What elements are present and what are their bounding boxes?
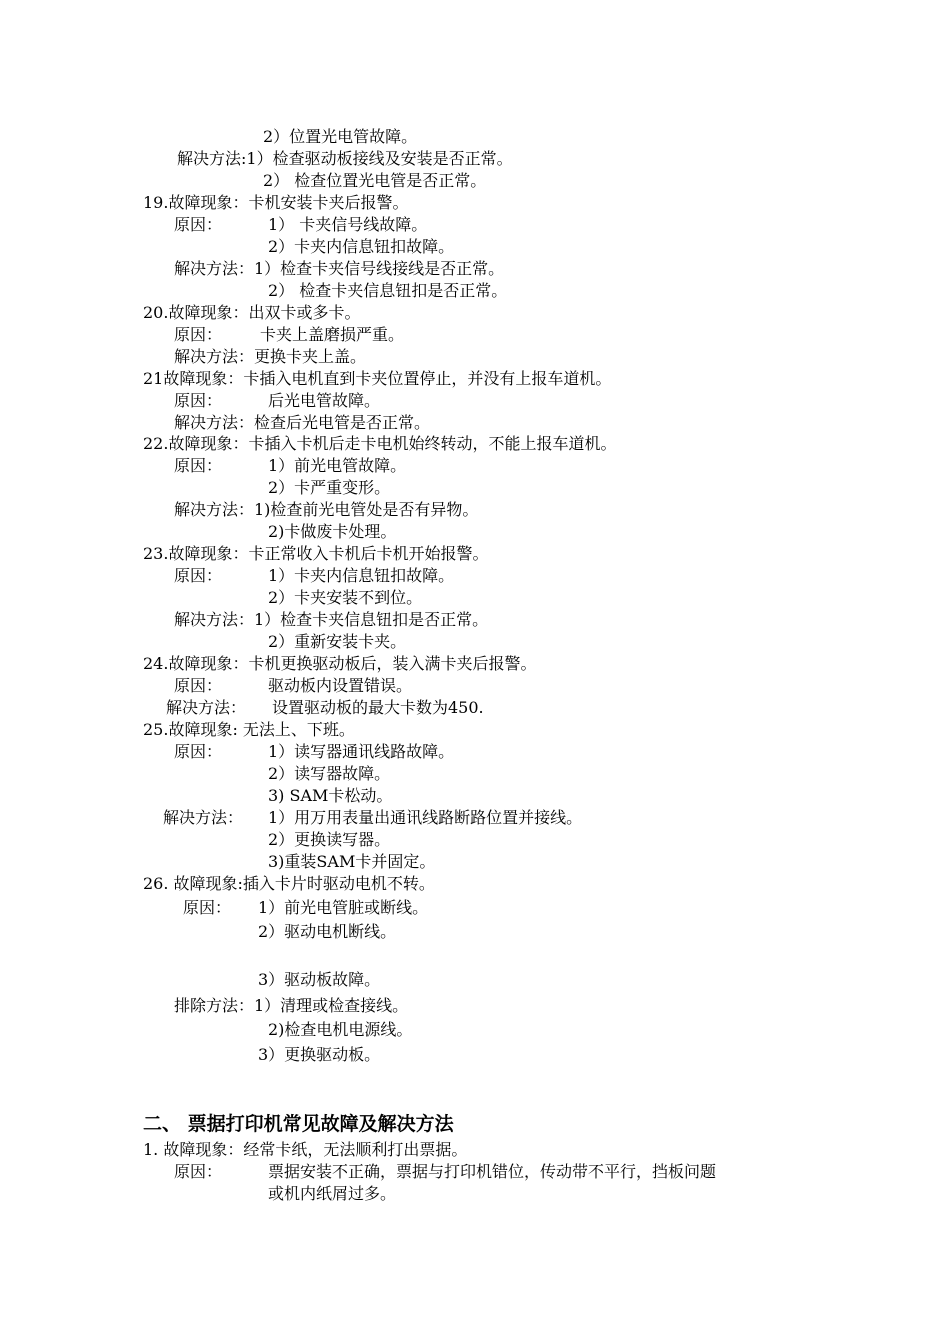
- section-heading: 二、 票据打印机常见故障及解决方法: [143, 1113, 454, 1135]
- text-line: 2）位置光电管故障。: [263, 127, 418, 146]
- text-line: 或机内纸屑过多。: [268, 1184, 397, 1203]
- text-line: 解决方法：1）检查卡夹信号线接线是否正常。: [174, 259, 505, 278]
- text-line: 2）重新安装卡夹。: [268, 632, 407, 651]
- text-line: 22.故障现象：卡插入卡机后走卡电机始终转动，不能上报车道机。: [143, 434, 617, 453]
- text-line: 24.故障现象：卡机更换驱动板后，装入满卡夹后报警。: [143, 654, 537, 673]
- text-line: 19.故障现象：卡机安装卡夹后报警。: [143, 193, 409, 212]
- text-line: 25.故障现象: 无法上、下班。: [143, 720, 355, 739]
- text-line: 解决方法:1）检查驱动板接线及安装是否正常。: [177, 149, 513, 168]
- text-line: 原因：: [174, 215, 223, 234]
- text-line: 原因：: [174, 676, 223, 695]
- text-line: 解决方法：: [166, 698, 247, 717]
- text-line: 26. 故障现象:插入卡片时驱动电机不转。: [143, 874, 435, 893]
- text-line: 1. 故障现象：经常卡纸，无法顺利打出票据。: [143, 1140, 468, 1159]
- text-line: 1）前光电管故障。: [268, 456, 407, 475]
- text-line: 票据安装不正确，票据与打印机错位，传动带不平行，挡板问题: [268, 1162, 717, 1181]
- text-line: 解决方法：1）检查卡夹信息钮扣是否正常。: [174, 610, 489, 629]
- text-line: 1）前光电管脏或断线。: [258, 898, 429, 917]
- text-line: 3）驱动板故障。: [258, 970, 381, 989]
- text-line: 3)重装SAM卡并固定。: [268, 852, 436, 871]
- text-line: 后光电管故障。: [268, 391, 381, 410]
- text-line: 2)卡做废卡处理。: [268, 522, 397, 541]
- text-line: 1）用万用表量出通讯线路断路位置并接线。: [268, 808, 583, 827]
- text-line: 2）卡严重变形。: [268, 478, 391, 497]
- text-line: 21故障现象：卡插入电机直到卡夹位置停止，并没有上报车道机。: [143, 369, 612, 388]
- text-line: 23.故障现象：卡正常收入卡机后卡机开始报警。: [143, 544, 489, 563]
- text-line: 解决方法：更换卡夹上盖。: [174, 347, 367, 366]
- text-line: 解决方法：检查后光电管是否正常。: [174, 413, 431, 432]
- text-line: 原因：: [174, 391, 223, 410]
- text-line: 原因：: [174, 325, 223, 344]
- text-line: 2）驱动电机断线。: [258, 922, 397, 941]
- text-line: 3) SAM卡松动。: [268, 786, 393, 805]
- text-line: 2）读写器故障。: [268, 764, 391, 783]
- text-line: 原因：: [174, 456, 223, 475]
- text-line: 1） 卡夹信号线故障。: [268, 215, 428, 234]
- text-line: 1）读写器通讯线路故障。: [268, 742, 455, 761]
- text-line: 2)检查电机电源线。: [268, 1020, 413, 1039]
- text-line: 2）更换读写器。: [268, 830, 391, 849]
- text-line: 2）卡夹内信息钮扣故障。: [268, 237, 455, 256]
- text-line: 解决方法：: [163, 808, 244, 827]
- text-line: 2） 检查位置光电管是否正常。: [263, 171, 487, 190]
- text-line: 原因：: [174, 742, 223, 761]
- text-line: 1）卡夹内信息钮扣故障。: [268, 566, 455, 585]
- text-line: 卡夹上盖磨损严重。: [260, 325, 405, 344]
- text-line: 解决方法：1)检查前光电管处是否有异物。: [174, 500, 479, 519]
- text-line: 原因：: [174, 566, 223, 585]
- text-line: 原因：: [183, 898, 232, 917]
- text-line: 2） 检查卡夹信息钮扣是否正常。: [268, 281, 508, 300]
- text-line: 排除方法：1）清理或检查接线。: [174, 996, 409, 1015]
- text-line: 原因：: [174, 1162, 223, 1181]
- text-line: 20.故障现象：出双卡或多卡。: [143, 303, 361, 322]
- text-line: 2）卡夹安装不到位。: [268, 588, 423, 607]
- text-line: 设置驱动板的最大卡数为450.: [272, 698, 484, 717]
- text-line: 驱动板内设置错误。: [268, 676, 413, 695]
- text-line: 3）更换驱动板。: [258, 1045, 381, 1064]
